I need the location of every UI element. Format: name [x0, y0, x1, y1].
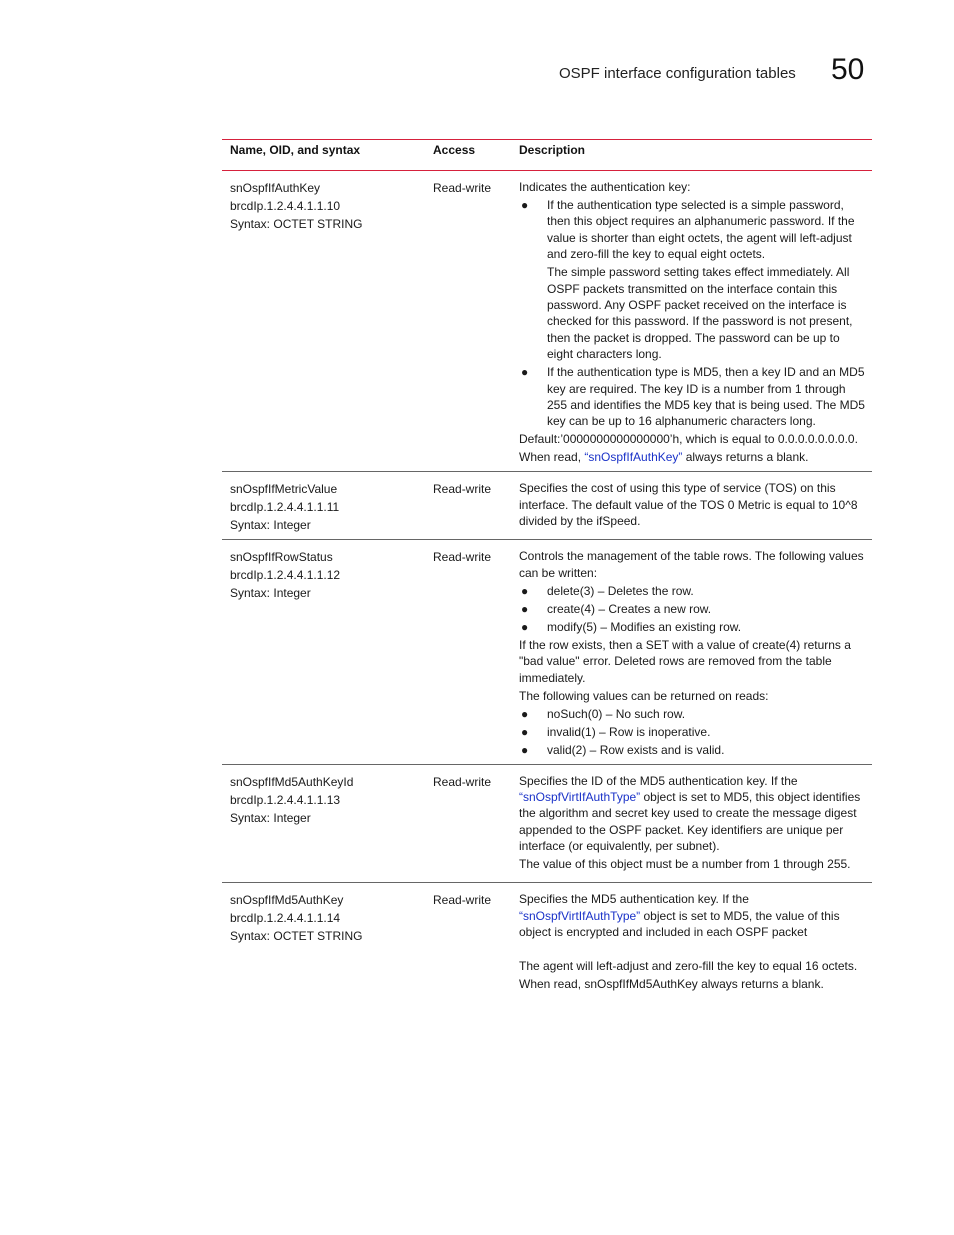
column-header-description: Description	[519, 143, 586, 157]
text-run: object is set to MD5, the value of this object is encrypted and included in each OSPF packet	[519, 908, 840, 939]
bullet-item	[519, 197, 865, 263]
chapter-number: 50	[831, 53, 865, 86]
text-run: Specifies the ID of the MD5 authentication key. If the	[519, 773, 798, 788]
bullet-item	[519, 364, 865, 430]
object-oid: brcdIp.1.2.4.4.1.1.10	[230, 199, 341, 213]
indented-paragraph: The simple password setting takes effect immediately. All OSPF packets transmitted on the interface contain this password. Any OSPF packet received on the interface is checked for this password. If the password is not present, then the packet is dropped. The password can be up to eight characters long.	[547, 265, 853, 362]
column-header-access: Access	[433, 143, 476, 157]
description-paragraph: Default:’0000000000000000’h, which is equal to 0.0.0.0.0.0.0.0.	[519, 432, 858, 447]
table-row	[222, 540, 872, 764]
table-row	[222, 472, 872, 540]
object-access: Read-write	[433, 181, 492, 195]
bullet-text: If the authentication type selected is a simple password, then this object requires an alphanumeric password. If the value is shorter than eight octets, the agent will left-adjust and zero-fill the key to equal eight octets.	[547, 198, 855, 262]
object-description	[519, 765, 865, 883]
bullet-icon: ●	[521, 742, 529, 757]
object-description	[519, 883, 865, 998]
description-paragraph: Indicates the authentication key:	[519, 180, 691, 194]
object-oid: brcdIp.1.2.4.4.1.1.11	[230, 500, 340, 515]
description-paragraph: Specifies the cost of using this type of service (TOS) on this interface. The default value of the TOS 0 Metric is equal to 10^8 divided by the ifSpeed.	[519, 481, 858, 529]
object-identity	[230, 179, 425, 233]
table-row	[222, 765, 872, 884]
cross-reference-link[interactable]: “snOspfVirtIfAuthType”	[519, 789, 641, 804]
description-paragraph: The following values can be returned on reads:	[519, 688, 769, 703]
object-description	[519, 472, 865, 539]
description-paragraph: When read, snOspfIfMd5AuthKey always returns a blank.	[519, 976, 824, 991]
table-row	[222, 883, 872, 998]
description-paragraph: If the row exists, then a SET with a value of create(4) returns a "bad value" error. Deleted rows are removed from the table immediately.	[519, 637, 851, 685]
bullet-item	[519, 619, 865, 635]
bullet-icon: ●	[521, 583, 529, 598]
bullet-icon: ●	[521, 619, 529, 634]
object-syntax: Syntax: OCTET STRING	[230, 929, 363, 944]
running-header-title: OSPF interface configuration tables	[559, 65, 796, 82]
table-row	[222, 171, 872, 472]
cross-reference-link[interactable]: “snOspfIfAuthKey”	[584, 450, 683, 465]
mib-object-table	[222, 139, 872, 998]
text-run: When read,	[519, 450, 585, 465]
bullet-item	[519, 601, 865, 617]
column-header-name: Name, OID, and syntax	[230, 143, 361, 157]
text-run: object is set to MD5, this object identifies the algorithm and secret key used to create the message digest appended to the OSPF packet. Key identifiers are unique per interface (or equivalently, per subnet).	[519, 789, 861, 854]
cross-reference-link[interactable]: “snOspfVirtIfAuthType”	[519, 908, 641, 923]
description-paragraph: Controls the management of the table rows. The following values can be written:	[519, 549, 864, 580]
object-oid: brcdIp.1.2.4.4.1.1.12	[230, 568, 341, 583]
description-paragraph: The agent will left-adjust and zero-fill the key to equal 16 octets.	[519, 958, 858, 973]
object-name: snOspfIfMetricValue	[230, 482, 338, 497]
bullet-text: modify(5) – Modifies an existing row.	[547, 619, 742, 634]
bullet-item	[519, 742, 865, 758]
bullet-text: noSuch(0) – No such row.	[547, 706, 686, 721]
object-name: snOspfIfMd5AuthKeyId	[230, 774, 354, 789]
object-syntax: Syntax: Integer	[230, 586, 311, 601]
description-paragraph	[519, 449, 865, 465]
text-run: Specifies the MD5 authentication key. If the	[519, 892, 749, 907]
description-paragraph	[519, 773, 865, 855]
text-run: always returns a blank.	[682, 450, 809, 465]
description-paragraph: The value of this object must be a number from 1 through 255.	[519, 857, 851, 872]
object-access: Read-write	[433, 550, 492, 565]
bullet-text: valid(2) – Row exists and is valid.	[547, 742, 725, 757]
bullet-icon: ●	[521, 724, 529, 739]
object-access: Read-write	[433, 893, 492, 908]
object-description	[519, 540, 865, 763]
bullet-item	[519, 706, 865, 722]
object-access: Read-write	[433, 774, 492, 789]
bullet-text: create(4) – Creates a new row.	[547, 601, 712, 616]
object-name: snOspfIfRowStatus	[230, 550, 333, 565]
bullet-icon: ●	[521, 198, 529, 212]
object-access: Read-write	[433, 482, 492, 497]
bullet-icon: ●	[521, 706, 529, 721]
bullet-item	[519, 724, 865, 740]
bullet-icon: ●	[521, 601, 529, 616]
paragraph-spacer	[519, 942, 865, 958]
object-identity	[230, 891, 425, 945]
table-header-row	[222, 139, 872, 171]
bullet-text: If the authentication type is MD5, then a key ID and an MD5 key are required. The key ID is a number from 1 through 255 and identifies the MD5 key that is being used. The MD5 key can be up to 16 alphanumeric characters long.	[547, 365, 865, 429]
object-oid: brcdIp.1.2.4.4.1.1.14	[230, 911, 341, 926]
object-identity	[230, 773, 425, 827]
object-name: snOspfIfAuthKey	[230, 181, 321, 195]
object-syntax: Syntax: OCTET STRING	[230, 217, 363, 231]
object-oid: brcdIp.1.2.4.4.1.1.13	[230, 792, 341, 807]
bullet-text: invalid(1) – Row is inoperative.	[547, 724, 711, 739]
object-syntax: Syntax: Integer	[230, 518, 311, 533]
object-identity	[230, 548, 425, 602]
object-syntax: Syntax: Integer	[230, 810, 311, 825]
description-paragraph	[519, 891, 865, 940]
bullet-text: delete(3) – Deletes the row.	[547, 583, 694, 598]
page-header	[0, 55, 954, 95]
object-description	[519, 171, 865, 471]
object-name: snOspfIfMd5AuthKey	[230, 893, 344, 908]
bullet-icon: ●	[521, 365, 529, 380]
bullet-item	[519, 583, 865, 599]
object-identity	[230, 480, 425, 534]
